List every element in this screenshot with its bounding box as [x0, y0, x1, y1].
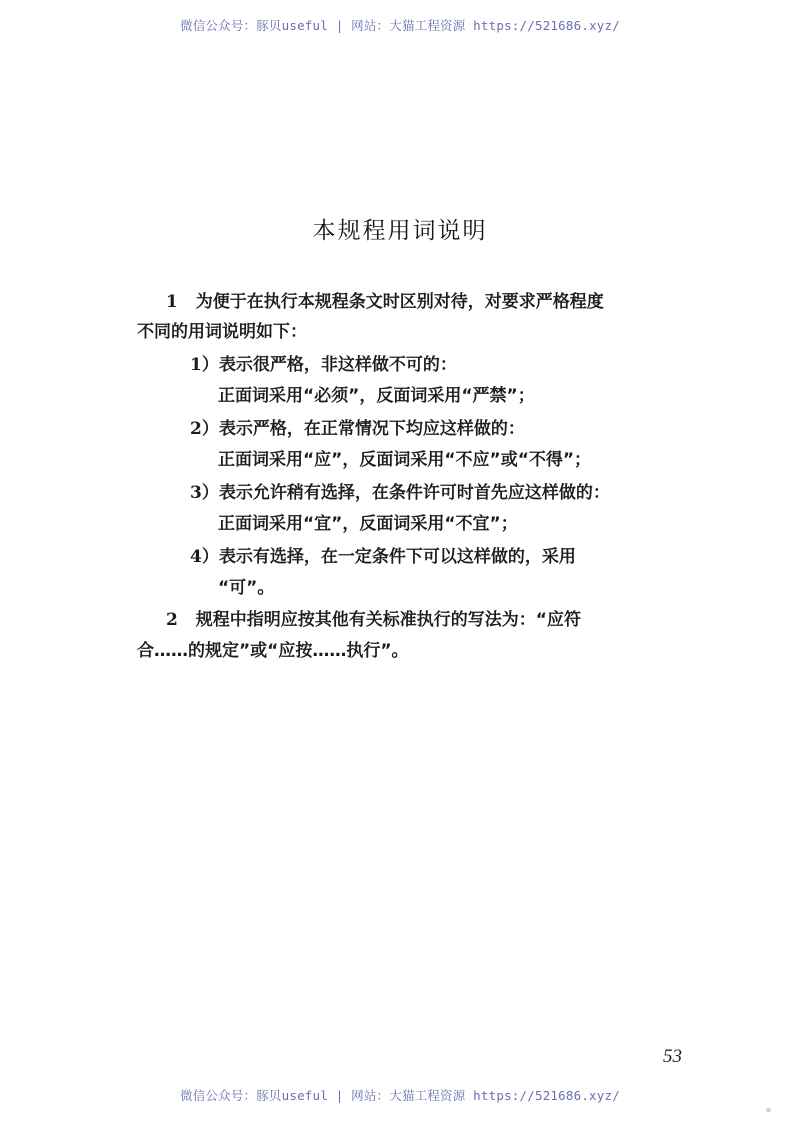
item-1-line-2: 正面词采用“必须”，反面词采用“严禁”； — [218, 386, 535, 406]
item-3-line-2: 正面词采用“宜”，反面词采用“不宜”； — [218, 514, 518, 534]
watermark-top: 微信公众号：豚贝useful | 网站：大猫工程资源 https://521686.xyz/ — [180, 18, 620, 33]
item-4-text-1: 表示有选择，在一定条件下可以这样做的，采用 — [218, 547, 576, 567]
item-4-line-1 — [190, 549, 576, 566]
item-2-label: 2） — [190, 419, 219, 439]
clause-2-line-1 — [166, 612, 581, 629]
page-title: 本规程用词说明 — [312, 218, 488, 244]
clause-2-text-1: 规程中指明应按其他有关标准执行的写法为：“应符 — [195, 610, 581, 630]
watermark-bottom: 微信公众号：豚贝useful | 网站：大猫工程资源 https://521686.xyz/ — [180, 1088, 620, 1103]
clause-1-line-2: 不同的用词说明如下： — [137, 322, 307, 342]
item-2-line-2: 正面词采用“应”，反面词采用“不应”或“不得”； — [218, 450, 592, 470]
clause-2-line-2: 合……的规定”或“应按……执行”。 — [137, 641, 409, 661]
corner-dot-icon: ▪ — [766, 1105, 772, 1114]
page-number: 53 — [663, 1046, 682, 1067]
clause-2-number: 2 — [166, 610, 178, 630]
item-3-label: 3） — [190, 483, 219, 503]
item-3-text-1: 表示允许稍有选择，在条件许可时首先应这样做的： — [218, 483, 610, 503]
item-1-text-1: 表示很严格，非这样做不可的： — [218, 355, 457, 375]
item-2-text-1: 表示严格，在正常情况下均应这样做的： — [218, 419, 525, 439]
item-1-line-1 — [190, 357, 457, 374]
clause-1-text-1: 为便于在执行本规程条文时区别对待，对要求严格程度 — [195, 292, 604, 312]
item-4-line-2: “可”。 — [218, 578, 275, 598]
item-3-line-1 — [190, 485, 610, 502]
item-2-line-1 — [190, 421, 525, 438]
item-4-label: 4） — [190, 547, 219, 567]
clause-1-line-1 — [166, 294, 604, 311]
item-1-label: 1） — [190, 355, 219, 375]
clause-1-number: 1 — [166, 292, 178, 312]
